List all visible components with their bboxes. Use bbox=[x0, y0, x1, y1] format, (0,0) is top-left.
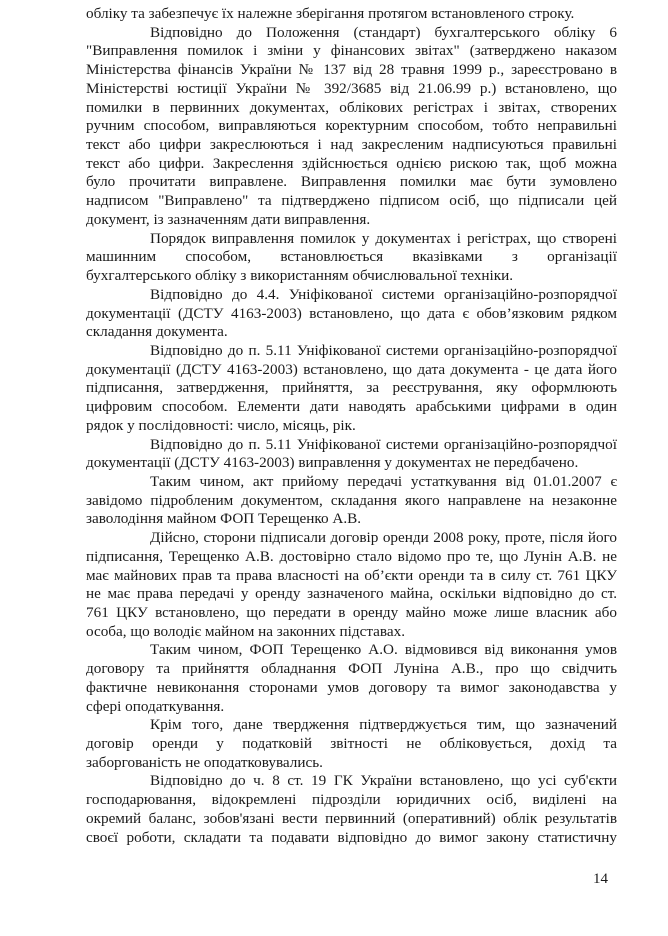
text-line: документації (ДСТУ 4163-2003) встановлено, що дата є обов’язковим рядком bbox=[86, 304, 617, 322]
document-body bbox=[86, 5, 617, 847]
text-line: машинним способом, встановлюється вказівками з організації bbox=[86, 248, 617, 266]
paragraph bbox=[86, 286, 617, 342]
text-line: має майнових прав та права власності на об’єкти оренди та в силу ст. 761 ЦКУ bbox=[86, 566, 617, 584]
text-line: фактичне невиконання сторонами умов договору та вимог законодавства у bbox=[86, 678, 617, 696]
text-line: Відповідно до 4.4. Уніфікованої системи організаційно-розпорядчої bbox=[150, 285, 617, 303]
text-line: підписання, затвердження, прийняття, за реєстрування, яку оформлюють bbox=[86, 379, 617, 397]
text-line: цифровим способом. Елементи дати наводять арабськими цифрами в один bbox=[86, 398, 617, 416]
paragraph bbox=[86, 772, 617, 847]
text-line: Відповідно до ч. 8 ст. 19 ГК України встановлено, що усі суб'єкти bbox=[150, 772, 617, 790]
paragraph bbox=[86, 5, 617, 24]
text-line: своєї роботи, складати та подавати відповідно до вимог закону статистичну bbox=[86, 828, 617, 846]
paragraph bbox=[86, 436, 617, 473]
page-number: 14 bbox=[593, 871, 608, 887]
text-line: текст або цифри. Закреслення здійснюється однією рискою так, щоб можна bbox=[86, 154, 617, 172]
text-line: надписом "Виправлено" та підтверджено підписом осіб, що підписали цей bbox=[86, 192, 617, 210]
text-line: окремий баланс, зобов'язані вести первинний (оперативний) облік результатів bbox=[86, 809, 617, 827]
paragraph bbox=[86, 230, 617, 286]
text-line: документації (ДСТУ 4163-2003) виправлення у документах не передбачено. bbox=[86, 454, 579, 472]
text-line: документ, із зазначенням дати виправлення. bbox=[86, 210, 371, 228]
paragraph bbox=[86, 641, 617, 716]
text-line: документації (ДСТУ 4163-2003) встановлено, що дата документа - це дата його bbox=[86, 360, 617, 378]
text-line: Порядок виправлення помилок у документах і регістрах, що створені bbox=[150, 229, 617, 247]
text-line: особа, що володіє майном на законних підставах. bbox=[86, 622, 405, 640]
text-line: заборгованість не оподатковувались. bbox=[86, 753, 323, 771]
paragraph bbox=[86, 529, 617, 641]
text-line: ручним способом, виправляються коректурним способом, тобто неправильні bbox=[86, 117, 617, 135]
paragraph bbox=[86, 716, 617, 772]
text-line: Крім того, дане твердження підтверджується тим, що зазначений bbox=[150, 716, 617, 734]
text-line: Міністерства фінансів України № 137 від 28 травня 1999 р., зареєстровано в bbox=[86, 61, 617, 79]
text-line: "Виправлення помилок і зміни у фінансових звітах" (затверджено наказом bbox=[86, 42, 617, 60]
text-line: підписання, Терещенко А.В. достовірно стало відомо про те, що Лунін А.В. не bbox=[86, 547, 617, 565]
text-line: рядок у послідовності: число, місяць, рік. bbox=[86, 416, 356, 434]
text-line: текст або цифри закреслюються і над закресленим надписуються правильні bbox=[86, 136, 617, 154]
text-line: Таким чином, акт прийому передачі устаткування від 01.01.2007 є bbox=[150, 472, 617, 490]
text-line: Відповідно до п. 5.11 Уніфікованої системи організаційно-розпорядчої bbox=[150, 341, 617, 359]
text-line: обліку та забезпечує їх належне зберігання протягом встановленого строку. bbox=[86, 5, 575, 22]
text-line: було прочитати виправлене. Виправлення помилки має бути зумовлено bbox=[86, 173, 617, 191]
text-line: завідомо підробленим документом, складання якого направлене на незаконне bbox=[86, 491, 617, 509]
paragraph bbox=[86, 24, 617, 230]
text-line: Таким чином, ФОП Терещенко А.О. відмовився від виконання умов bbox=[150, 641, 617, 659]
paragraph bbox=[86, 342, 617, 436]
text-line: помилки в первинних документах, облікових регістрах і звітах, створених bbox=[86, 98, 617, 116]
paragraph bbox=[86, 473, 617, 529]
text-line: заволодіння майном ФОП Терещенко А.В. bbox=[86, 510, 362, 528]
text-line: бухгалтерського обліку з використанням обчислювальної техніки. bbox=[86, 267, 514, 285]
text-line: Відповідно до п. 5.11 Уніфікованої системи організаційно-розпорядчої bbox=[150, 435, 617, 453]
text-line: сфері оподаткування. bbox=[86, 697, 225, 715]
text-line: господарювання, відокремлені підрозділи юридичних осіб, виділені на bbox=[86, 791, 617, 809]
text-line: 761 ЦКУ встановлено, що передати в оренду майно може лише власник або bbox=[86, 604, 617, 621]
text-line: не має права передачі у оренду зазначеного майна, оскільки відповідно до ст. bbox=[86, 585, 617, 603]
text-line: Дійсно, сторони підписали договір оренди 2008 року, проте, після його bbox=[150, 529, 617, 547]
text-line: договору та прийняття обладнання ФОП Луніна А.В., про що свідчить bbox=[86, 660, 617, 678]
text-line: Міністерстві юстиції України № 392/3685 від 21.06.99 р.) встановлено, що bbox=[86, 79, 617, 97]
text-line: складання документа. bbox=[86, 323, 228, 341]
text-line: Відповідно до Положення (стандарт) бухгалтерського обліку 6 bbox=[150, 23, 617, 41]
text-line: договір оренди у податковій звітності не обліковується, дохід та bbox=[86, 735, 617, 753]
